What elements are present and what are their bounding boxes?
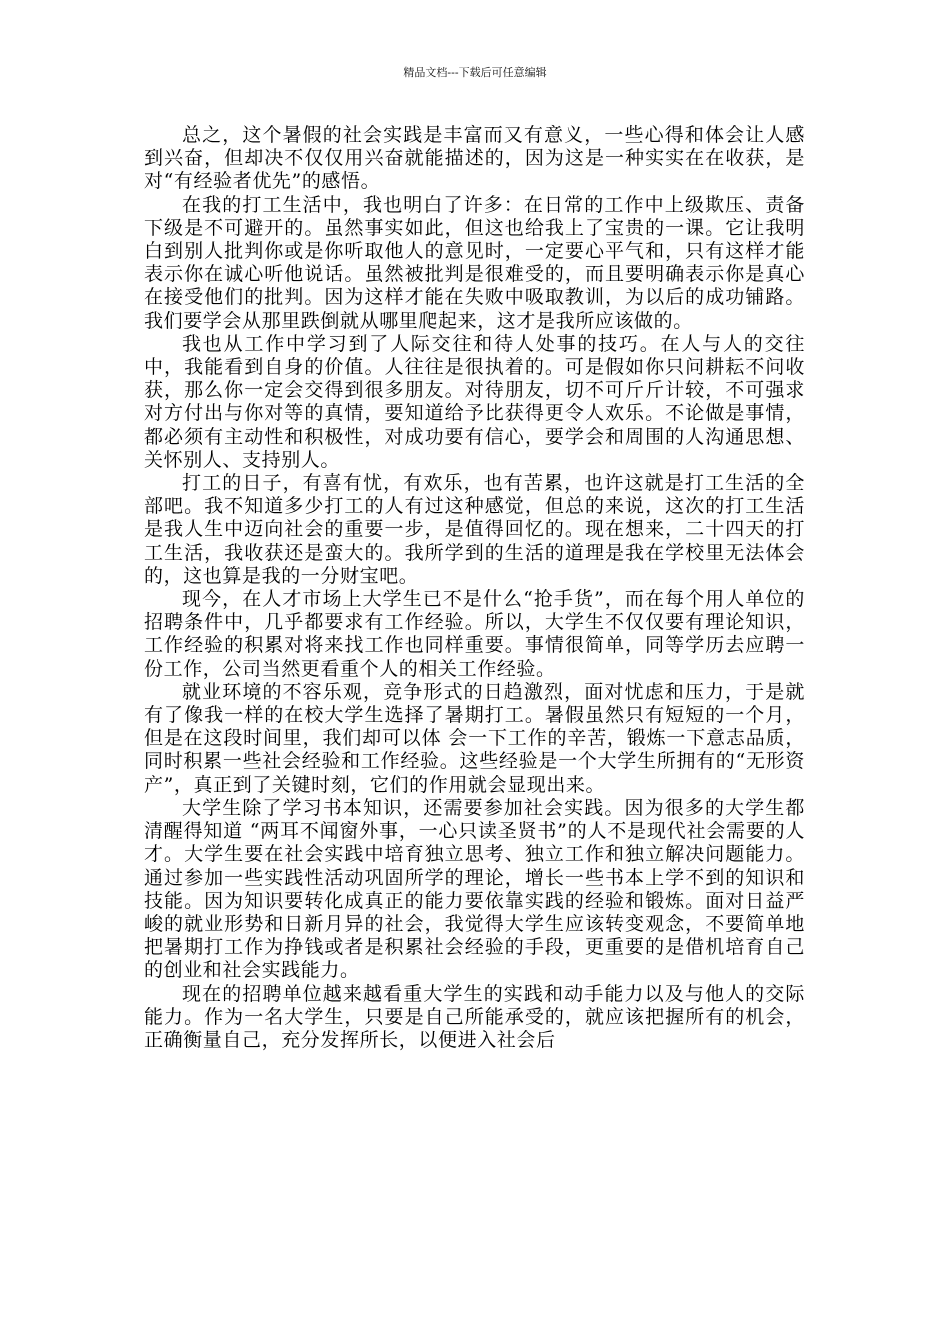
paragraph-8: 现在的招聘单位越来越看重大学生的实践和动手能力以及与他人的交际能力。作为一名大学生，只要是自己所能承受的，就应该把握所有的机会，正确衡量自己，充分发挥所长，以便进入社会后 <box>144 982 805 1051</box>
paragraph-3: 我也从工作中学习到了人际交往和待人处事的技巧。在人与人的交往中，我能看到自身的价值。人往往是很执着的。可是假如你只问耕耘不问收获，那么你一定会交得到很多朋友。对待朋友，切不可斤斤计较，不可强求对方付出与你对等的真情，要知道给予比获得更令人欢乐。不论做是事情，都必须有主动性和积极性，对成功要有信心，要学会和周围的人沟通思想、关怀别人、支持别人。 <box>144 332 805 471</box>
paragraph-6: 就业环境的不容乐观，竞争形式的日趋激烈，面对忧虑和压力，于是就有了像我一样的在校大学生选择了暑期打工。暑假虽然只有短短的一个月，但是在这段时间里，我们却可以体 会一下工作的辛苦，锻炼一下意志品质，同时积累一些社会经验和工作经验。这些经验是一个大学生所拥有的“无形资产”，真正到了关键时刻，它们的作用就会显现出来。 <box>144 680 805 796</box>
paragraph-7: 大学生除了学习书本知识，还需要参加社会实践。因为很多的大学生都清醒得知道 “两耳不闻窗外事，一心只读圣贤书”的人不是现代社会需要的人才。大学生要在社会实践中培育独立思考、独立工作和独立解决问题能力。通过参加一些实践性活动巩固所学的理论，增长一些书本上学不到的知识和技能。因为知识要转化成真正的能力要依靠实践的经验和锻炼。面对日益严峻的就业形势和日新月异的社会，我觉得大学生应该转变观念，不要简单地把暑期打工作为挣钱或者是积累社会经验的手段，更重要的是借机培育自己的创业和社会实践能力。 <box>144 796 805 982</box>
paragraph-4: 打工的日子，有喜有忧，有欢乐，也有苦累，也许这就是打工生活的全部吧。我不知道多少打工的人有过这种感觉，但总的来说，这次的打工生活是我人生中迈向社会的重要一步，是值得回忆的。现在想来，二十四天的打工生活，我收获还是蛮大的。我所学到的生活的道理是我在学校里无法体会的，这也算是我的一分财宝吧。 <box>144 472 805 587</box>
paragraph-2: 在我的打工生活中，我也明白了许多：在日常的工作中上级欺压、责备下级是不可避开的。虽然事实如此，但这也给我上了宝贵的一课。它让我明白到别人批判你或是你听取他人的意见时，一定要心平气和，只有这样才能表示你在诚心听他说话。虽然被批判是很难受的，而且要明确表示你是真心在接受他们的批判。因为这样才能在失败中吸取教训，为以后的成功铺路。我们要学会从那里跌倒就从哪里爬起来，这才是我所应该做的。 <box>144 193 805 332</box>
document-body <box>144 124 805 1052</box>
paragraph-5: 现今，在人才市场上大学生已不是什么“抢手货”，而在每个用人单位的招聘条件中，几乎都要求有工作经验。所以，大学生不仅仅要有理论知识，工作经验的积累对将来找工作也同样重要。事情很简单，同等学历去应聘一份工作，公司当然更看重个人的相关工作经验。 <box>144 588 805 680</box>
page-header: 精品文档---下载后可任意编辑 <box>403 66 547 79</box>
paragraph-1: 总之，这个暑假的社会实践是丰富而又有意义，一些心得和体会让人感到兴奋，但却决不仅仅用兴奋就能描述的，因为这是一种实实在在收获，是对“有经验者优先”的感悟。 <box>144 124 805 193</box>
